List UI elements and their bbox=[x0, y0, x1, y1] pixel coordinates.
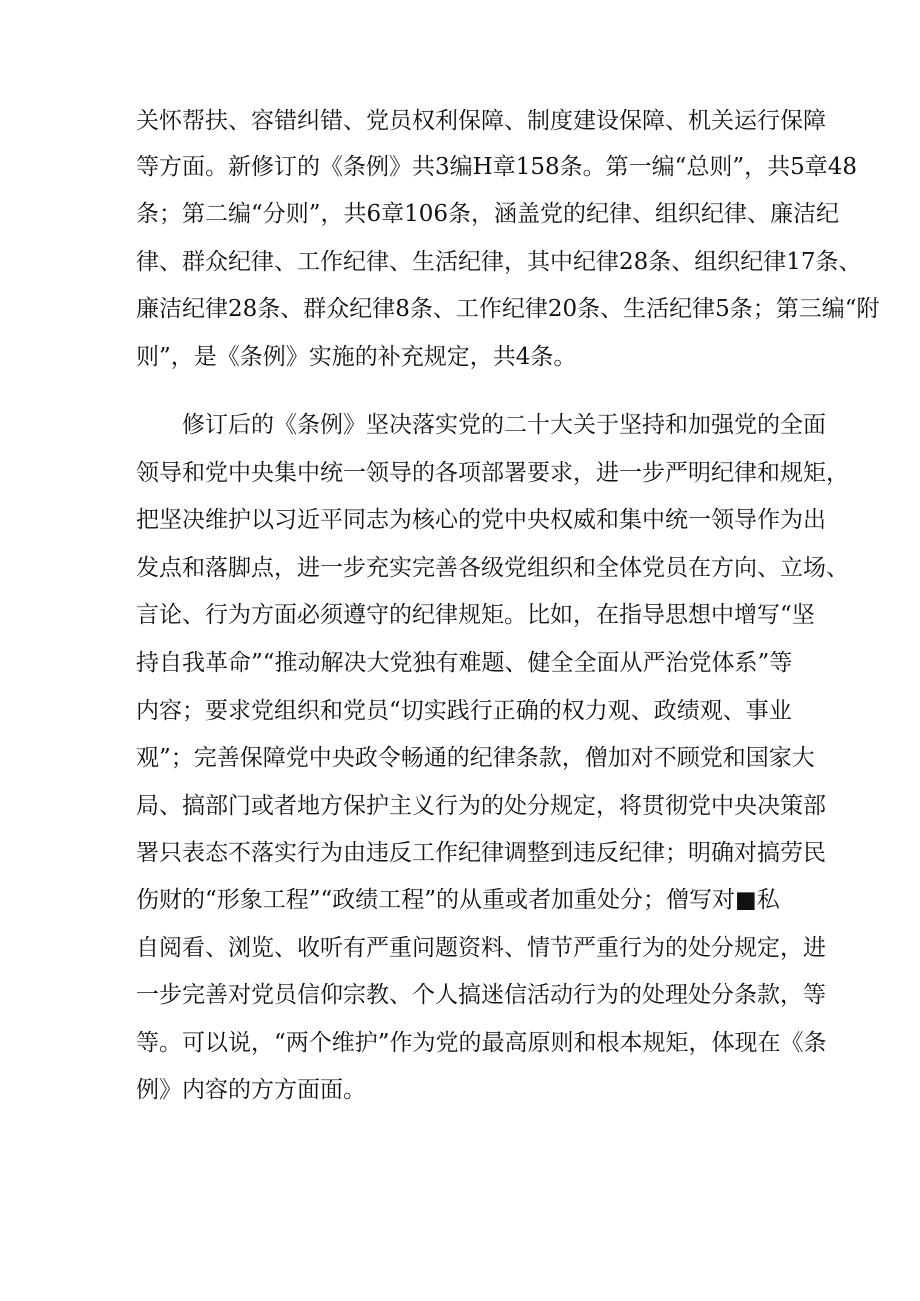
text-line: 廉洁纪律28条、群众纪律8条、工作纪律20条、生活纪律5条；第三编“附 bbox=[136, 296, 880, 322]
text-line: 观”；完善保障党中央政令畅通的纪律条款，僧加对不顾党和国家大 bbox=[136, 745, 815, 771]
text-line: 一步完善对党员信仰宗教、个人搞迷信活动行为的处理处分条款，等 bbox=[136, 982, 826, 1008]
text-line: 把坚决维护以习近平同志为核心的党中央权威和集中统一领导作为出 bbox=[136, 507, 826, 533]
text-line: 内容；要求党组织和党员“切实践行正确的权力观、政绩观、事业 bbox=[136, 698, 792, 724]
text-line: 言论、行为方面必须遵守的纪律规矩。比如，在指导思想中增写“坚 bbox=[136, 602, 815, 628]
text-line: 则”，是《条例》实施的补充规定，共4条。 bbox=[136, 344, 577, 370]
text-line: 律、群众纪律、工作纪律、生活纪律，其中纪律28条、组织纪律17条、 bbox=[136, 249, 862, 275]
text-line: 条；第二编“分则”，共6章106条，涵盖党的纪律、组织纪律、廉洁纪 bbox=[136, 201, 840, 227]
text-line: 署只表态不落实行为由违反工作纪律调整到违反纪律；明确对搞劳民 bbox=[136, 840, 826, 866]
text-line: 等方面。新修订的《条例》共3编H章158条。第一编“总则”，共5章48 bbox=[136, 154, 858, 180]
text-line: 修订后的《条例》坚决落实党的二十大关于坚持和加强党的全面 bbox=[182, 412, 826, 438]
text-line: 发点和落脚点，进一步充实完善各级党组织和全体党员在方向、立场、 bbox=[136, 555, 849, 581]
text-line: 自阅看、浏览、收听有严重问题资料、情节严重行为的处分规定，进 bbox=[136, 935, 826, 961]
text-line: 等。可以说，“两个维护”作为党的最高原则和根本规矩，体现在《条 bbox=[136, 1030, 827, 1056]
text-line: 持自我革命”“推动解决大党独有难题、健全全面从严治党体系”等 bbox=[136, 650, 793, 676]
text-line: 例》内容的方方面面。 bbox=[136, 1077, 366, 1103]
text-line: 领导和党中央集中统一领导的各项部署要求，进一步严明纪律和规矩， bbox=[136, 460, 849, 486]
text-line: 伤财的“形象工程”“政绩工程”的从重或者加重处分；僧写对■私 bbox=[136, 887, 780, 913]
text-line: 局、搞部门或者地方保护主义行为的处分规定，将贯彻党中央决策部 bbox=[136, 793, 826, 819]
text-line: 关怀帮扶、容错纠错、党员权利保障、制度建设保障、机关运行保障 bbox=[136, 108, 826, 134]
